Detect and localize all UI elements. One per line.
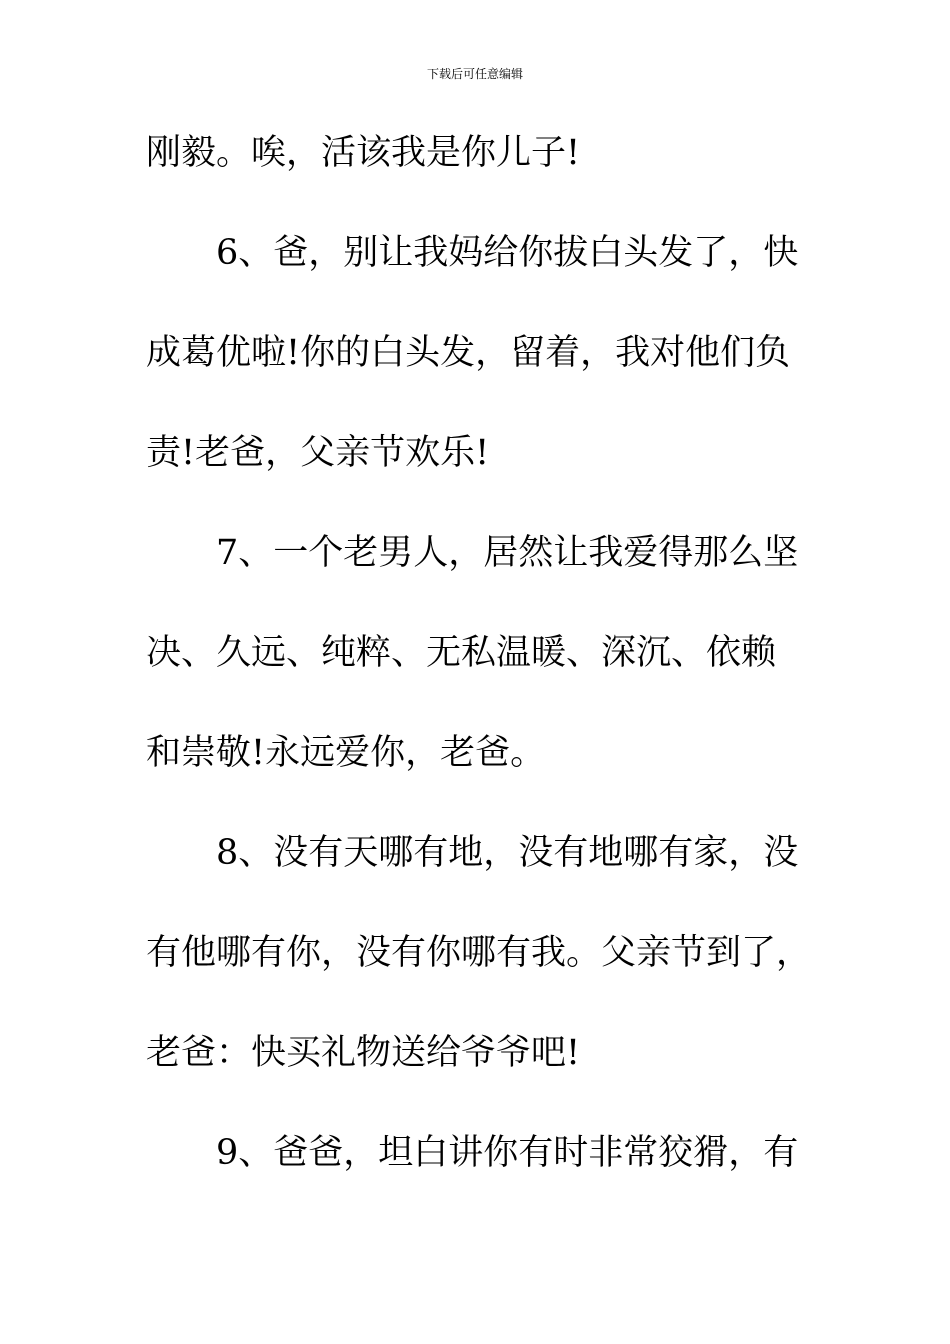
document-body bbox=[146, 120, 812, 1220]
text-line: 8、没有天哪有地，没有地哪有家，没 bbox=[216, 833, 799, 873]
text-line: 有他哪有你，没有你哪有我。父亲节到了， bbox=[146, 933, 812, 973]
text-line: 刚毅。唉，活该我是你儿子! bbox=[146, 133, 581, 173]
text-line: 7、一个老男人，居然让我爱得那么坚 bbox=[216, 533, 799, 573]
text-line: 决、久远、纯粹、无私温暖、深沉、依赖 bbox=[146, 633, 777, 673]
page-header: 下载后可任意编辑 bbox=[426, 67, 523, 81]
text-line: 责!老爸，父亲节欢乐! bbox=[146, 433, 490, 473]
text-line: 9、爸爸，坦白讲你有时非常狡猾，有 bbox=[216, 1133, 799, 1173]
text-line: 成葛优啦!你的白头发，留着，我对他们负 bbox=[146, 333, 791, 373]
text-line: 老爸：快买礼物送给爷爷吧! bbox=[146, 1033, 581, 1073]
text-line: 6、爸，别让我妈给你拔白头发了，快 bbox=[216, 233, 799, 273]
text-line: 和崇敬!永远爱你，老爸。 bbox=[146, 733, 546, 773]
